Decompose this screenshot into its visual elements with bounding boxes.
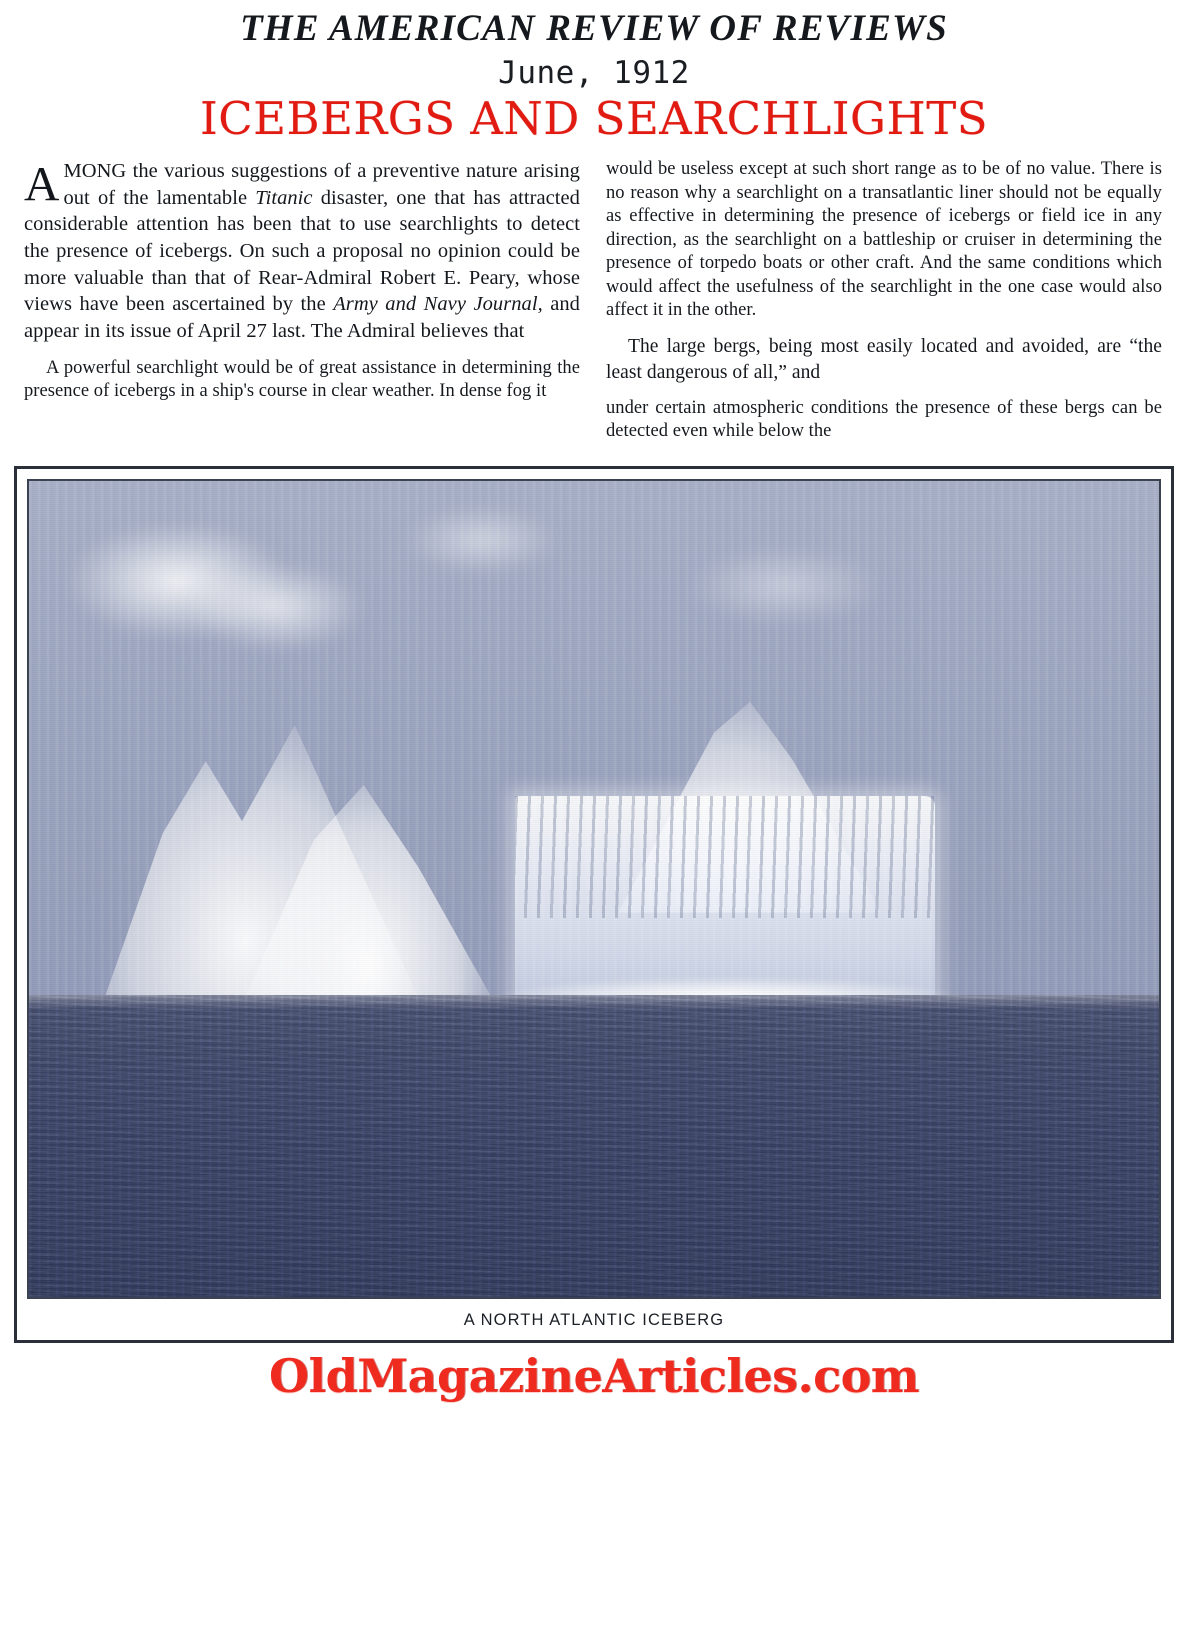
watermark-text: OldMagazineArticles.com	[269, 1348, 919, 1403]
paragraph-opening-text-2: disaster, one that has attracted considerable attention has been that to use searchlights to detect the presence of icebergs. On such a proposal no opinion could be more valuable than that of Rear-Admiral Robert E. Peary, whose views have been ascertained by the	[24, 186, 580, 316]
column-right	[606, 158, 1162, 455]
cloud-shape	[402, 505, 562, 575]
north-atlantic-iceberg-photograph	[27, 479, 1161, 1299]
site-watermark	[0, 1349, 1188, 1403]
iceberg-figure	[14, 466, 1174, 1343]
cloud-shape	[684, 546, 884, 626]
issue-date: June, 1912	[498, 54, 690, 91]
paragraph-opening-text: MONG the various suggestions of a preventive nature arising out of the lamentable	[63, 160, 580, 209]
journal-italic: Army and Navy Journal,	[333, 293, 543, 316]
article-title: ICEBERGS AND SEARCHLIGHTS	[199, 91, 989, 145]
paragraph-large-bergs: The large bergs, being most easily located and avoided, are “the least dangerous of all,” and	[606, 336, 1162, 383]
cloud-shape	[187, 562, 367, 652]
quote-paragraph-1-continued: would be useless except at such short range as to be of no value. There is no reason why a searchlight on a transatlantic liner should not be equally as effective in determining the presence of icebergs or field ice in any direction, as the searchlight on a battleship or cruiser in determining the presence of torpedo boats or other craft. And the same conditions which would affect the usefulness of the searchlight in the one case would also affect it in the other.	[606, 159, 1162, 320]
figure-caption: A NORTH ATLANTIC ICEBERG	[463, 1310, 725, 1329]
quote-paragraph-1: A powerful searchlight would be of great assistance in determining the presence of icebergs in a ship's course in clear weather. In dense fog it	[24, 357, 580, 402]
journal-title: THE AMERICAN REVIEW OF REVIEWS	[240, 8, 948, 49]
sea-horizon-glint	[29, 995, 1159, 1009]
iceberg-main-tabular	[515, 796, 935, 1006]
masthead	[0, 0, 1188, 145]
article-body	[0, 142, 1188, 455]
paragraph-opening	[24, 158, 580, 344]
titanic-italic: Titanic	[255, 186, 313, 209]
column-left	[24, 158, 580, 455]
quote-paragraph-2: under certain atmospheric conditions the presence of these bergs can be detected even while below the	[606, 397, 1162, 442]
drop-cap: A	[24, 156, 60, 212]
photo-sea	[29, 995, 1159, 1297]
paragraph-opening-text-3: and appear in its issue of April 27 last. The Admiral believes that	[24, 293, 580, 342]
